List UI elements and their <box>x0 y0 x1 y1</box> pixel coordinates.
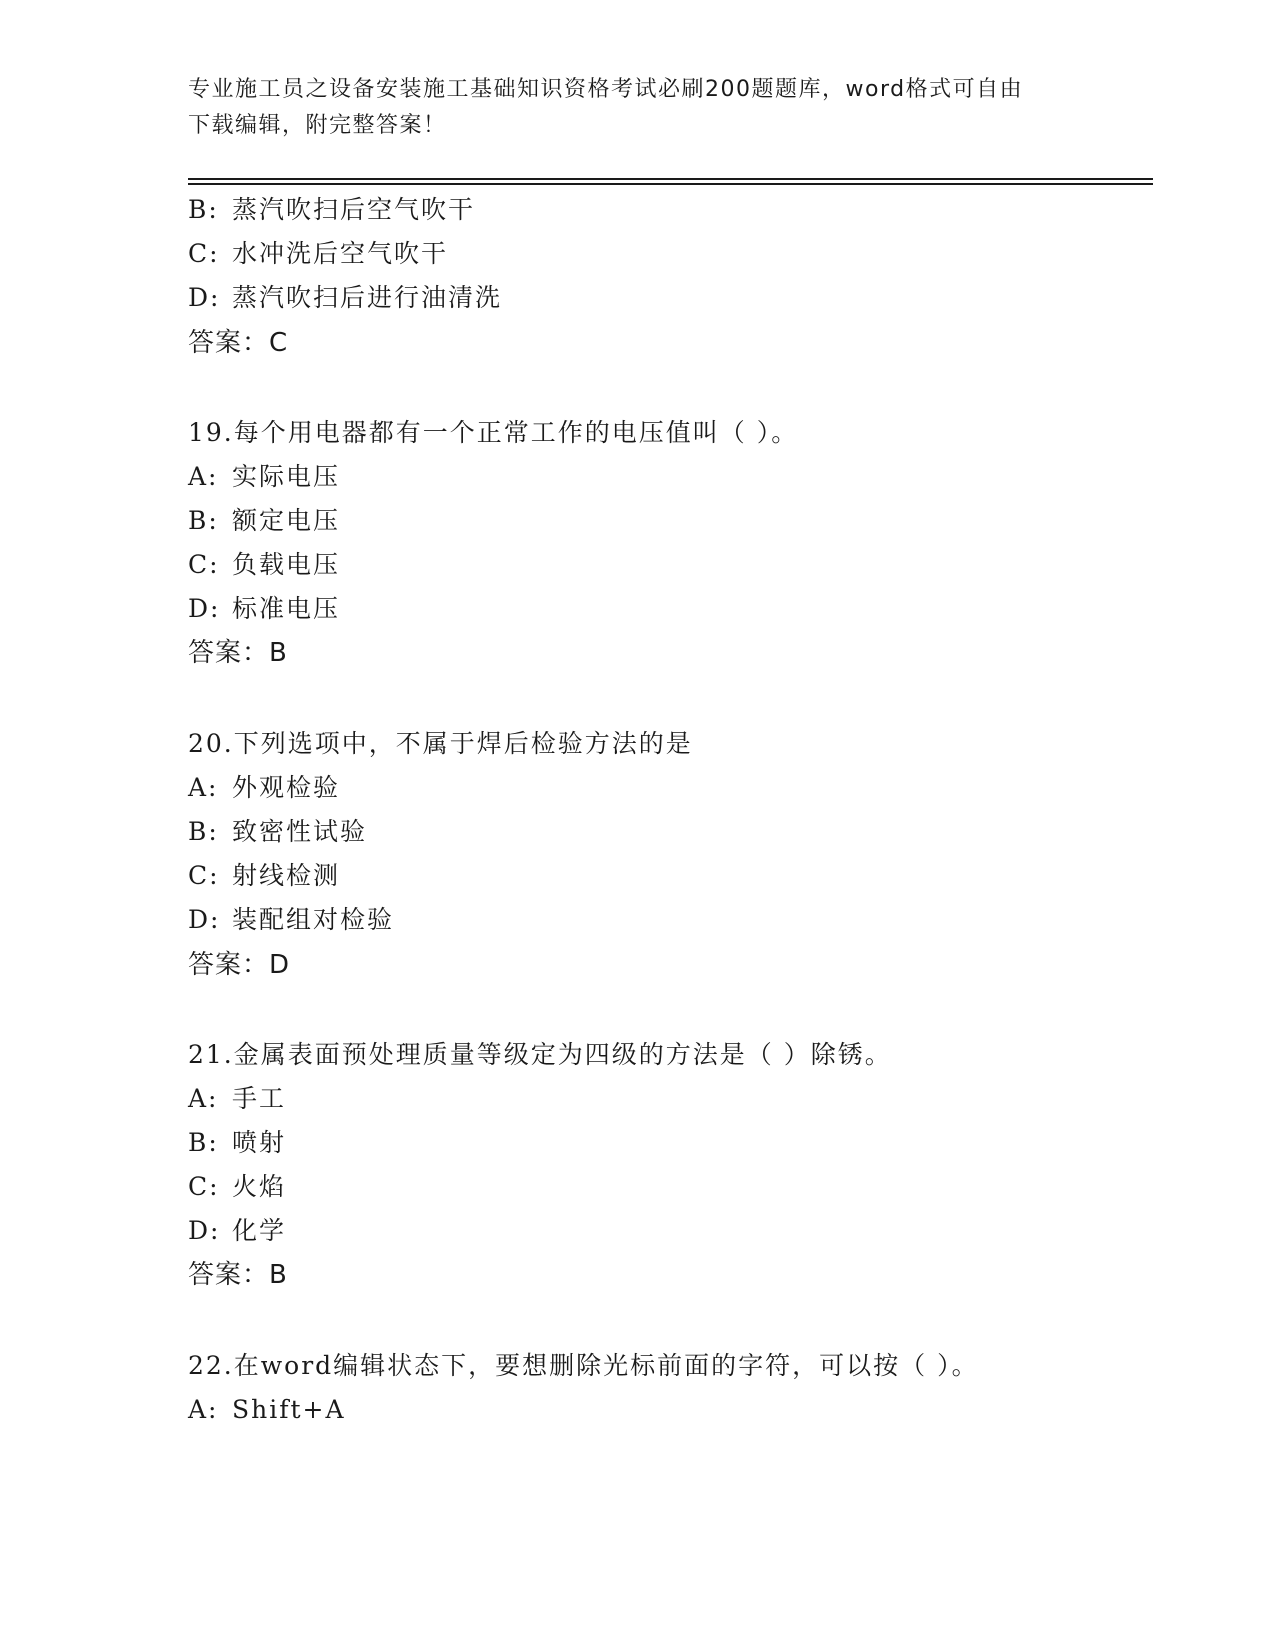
header-divider-top <box>188 178 1153 180</box>
q19-option-d: D: 标准电压 <box>188 594 341 623</box>
q22-stem: 22.在word编辑状态下，要想删除光标前面的字符，可以按（ ）。 <box>188 1351 979 1380</box>
header-divider-bottom <box>188 183 1153 185</box>
q20-option-b: B: 致密性试验 <box>188 817 368 846</box>
q19-stem: 19.每个用电器都有一个正常工作的电压值叫（ ）。 <box>188 418 799 447</box>
header-line-2: 下载编辑，附完整答案！ <box>188 113 447 138</box>
header-line-1: 专业施工员之设备安装施工基础知识资格考试必刷200题题库，word格式可自由 <box>188 77 1024 102</box>
q20-option-a: A: 外观检验 <box>188 773 341 802</box>
document-header <box>188 72 1088 144</box>
q21-answer: 答案：B <box>188 1260 288 1290</box>
q18-answer: 答案：C <box>188 328 289 358</box>
q20-option-d: D: 装配组对检验 <box>188 905 395 934</box>
q21-option-d: D: 化学 <box>188 1216 287 1245</box>
q19-option-c: C: 负载电压 <box>188 550 341 579</box>
q21-option-b: B: 喷射 <box>188 1128 287 1157</box>
q20-answer: 答案：D <box>188 950 291 980</box>
q18-option-d: D: 蒸汽吹扫后进行油清洗 <box>188 283 503 312</box>
q21-option-c: C: 火焰 <box>188 1172 287 1201</box>
q21-stem: 21.金属表面预处理质量等级定为四级的方法是（ ）除锈。 <box>188 1040 892 1069</box>
q20-stem: 20.下列选项中，不属于焊后检验方法的是 <box>188 729 693 758</box>
q20-option-c: C: 射线检测 <box>188 861 341 890</box>
q21-option-a: A: 手工 <box>188 1084 287 1113</box>
q19-option-b: B: 额定电压 <box>188 506 341 535</box>
q19-option-a: A: 实际电压 <box>188 462 341 491</box>
q18-option-c: C: 水冲洗后空气吹干 <box>188 239 449 268</box>
q18-option-b: B: 蒸汽吹扫后空气吹干 <box>188 195 476 224</box>
q22-option-a: A: Shift+A <box>188 1395 346 1424</box>
q19-answer: 答案：B <box>188 638 288 668</box>
